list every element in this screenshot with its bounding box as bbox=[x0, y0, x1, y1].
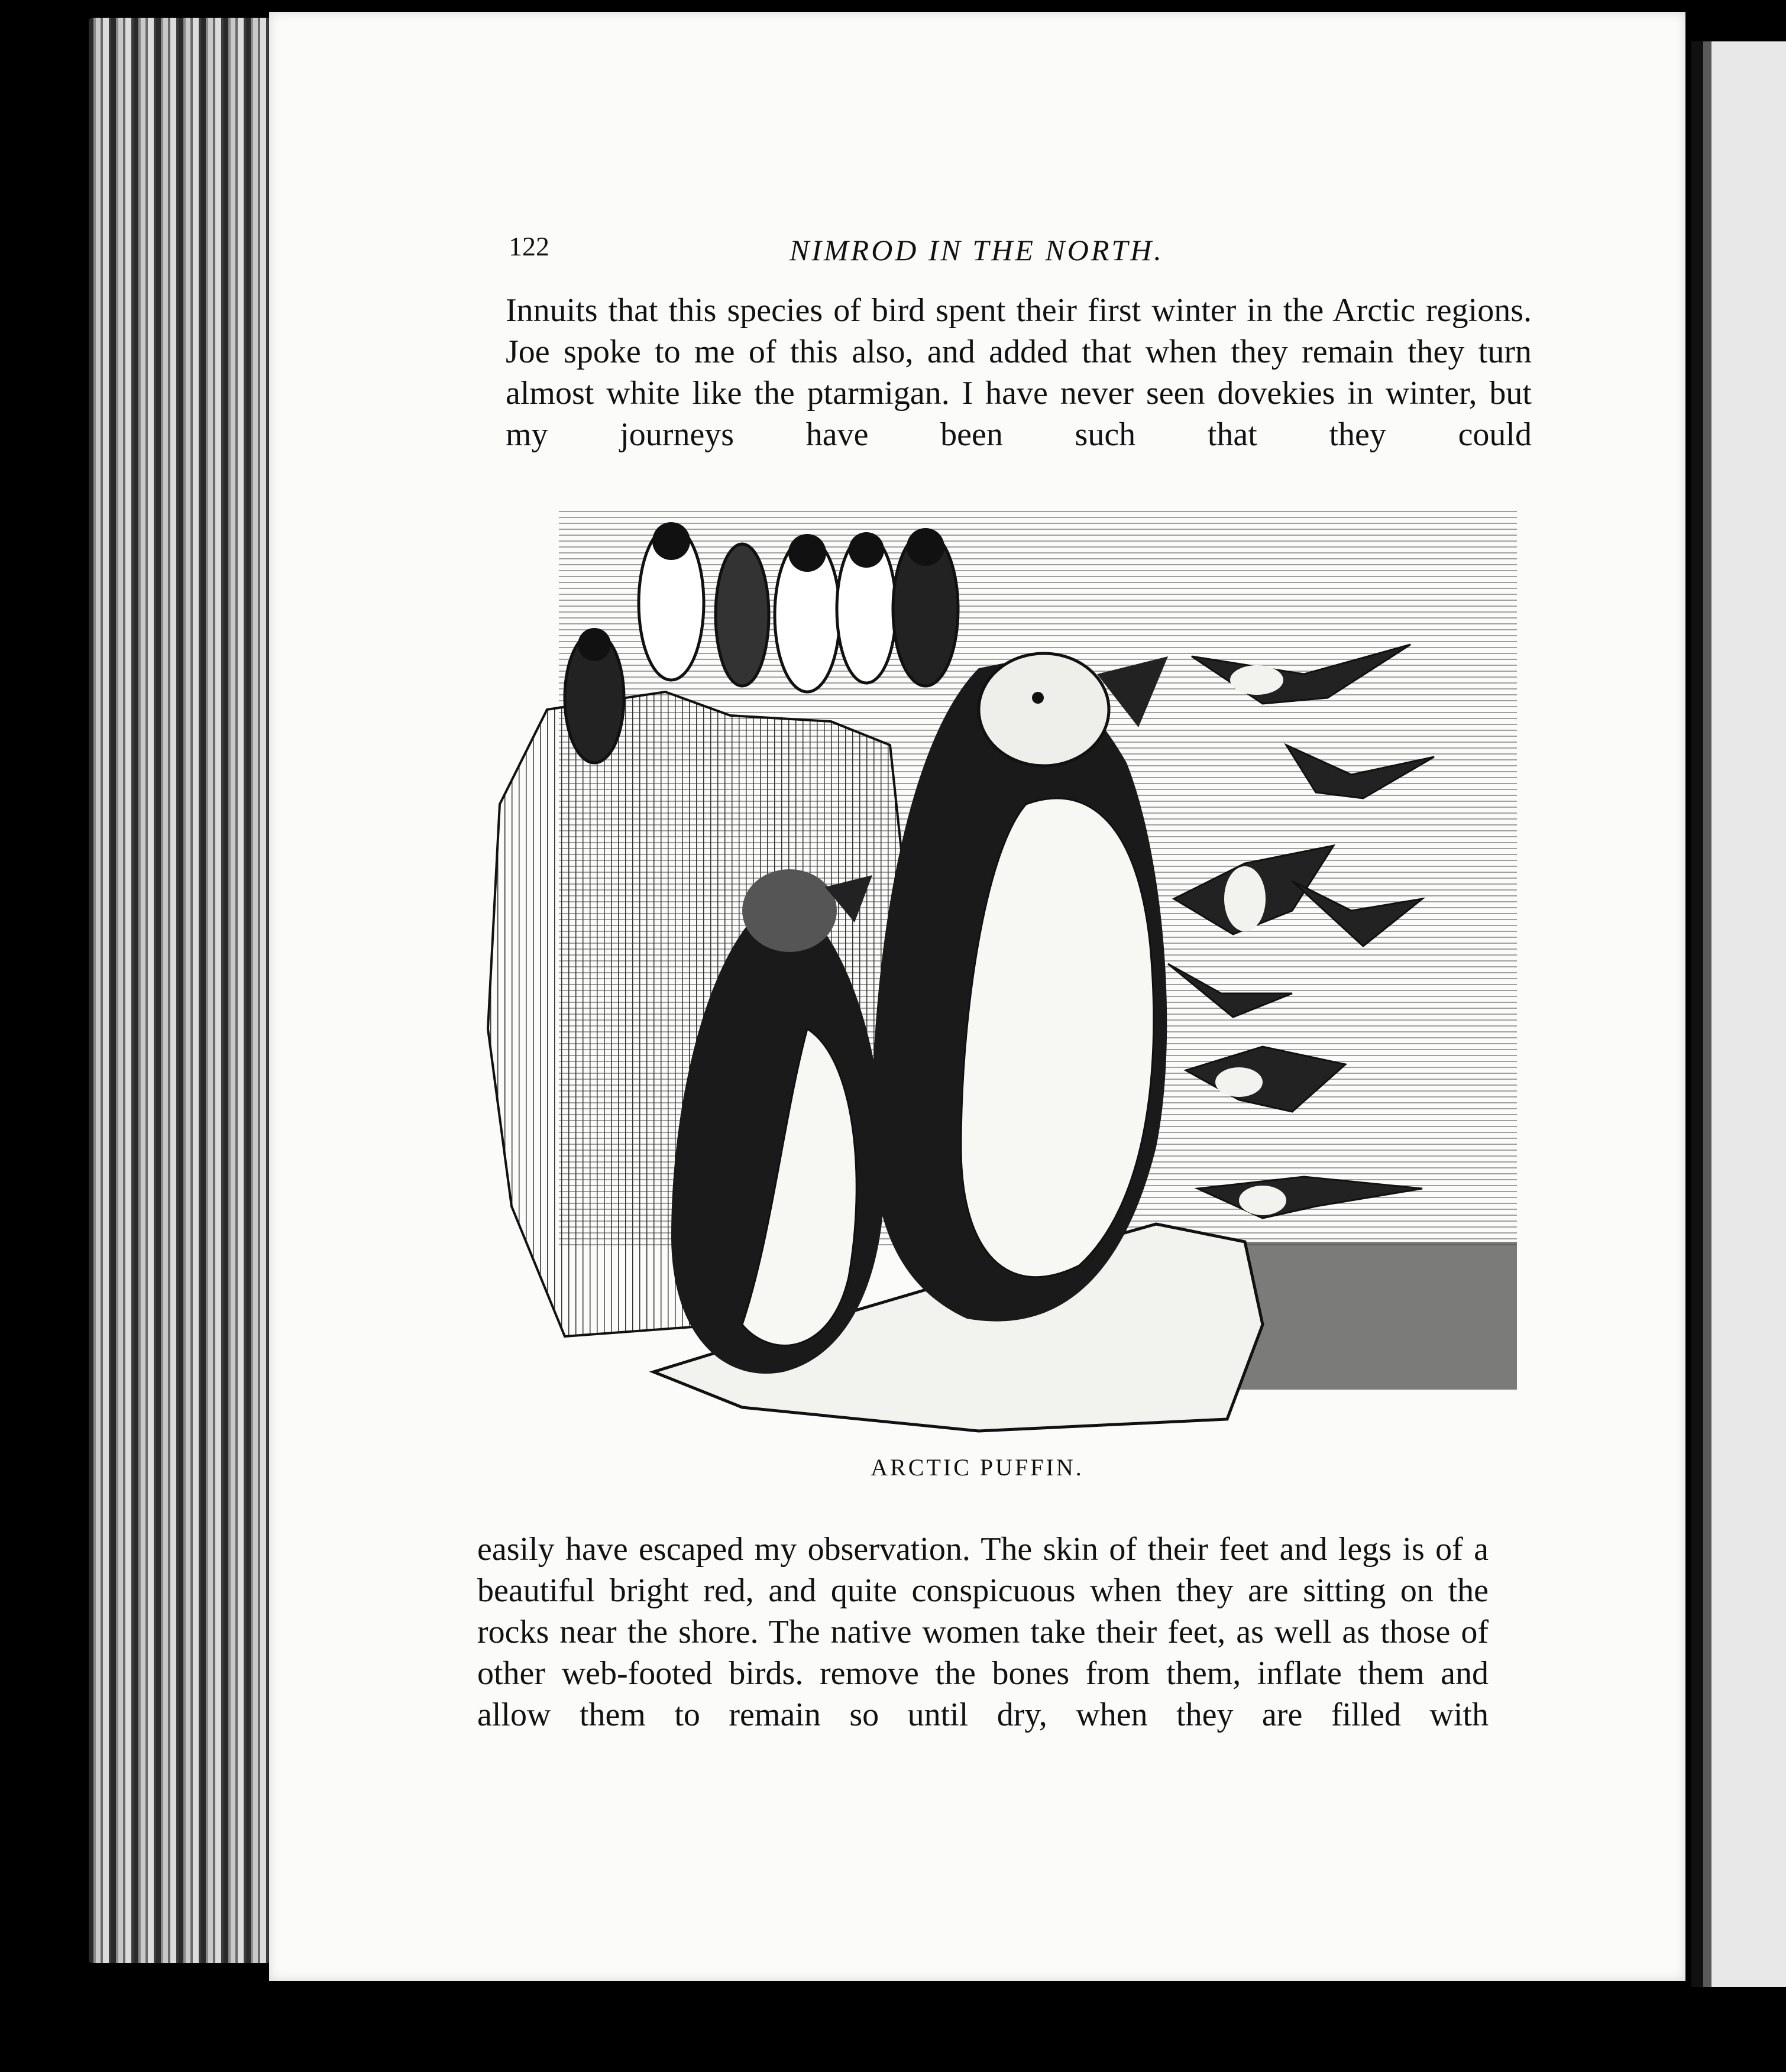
book-page-edges bbox=[89, 18, 272, 1963]
running-title: NIMROD IN THE NORTH. bbox=[790, 234, 1164, 267]
figure-caption: ARCTIC PUFFIN. bbox=[871, 1454, 1084, 1481]
facing-page-edge bbox=[1691, 41, 1786, 1987]
arctic-puffin-engraving bbox=[476, 497, 1544, 1443]
book-page bbox=[269, 12, 1685, 1981]
body-paragraph-top: Innuits that this species of bird spent their first winter in the Arctic regions. Joe spoke to me of this also, and added that when they remain they turn almost white like the ptarmigan. I have never seen dovekies in winter, but my journeys have been such that they could bbox=[506, 292, 1532, 453]
body-paragraph-bottom: easily have escaped my observation. The skin of their feet and legs is of a beautiful bright red, and quite conspicuous when they are sitting on the rocks near the shore. The native women take their feet, as well as those of other web-footed birds. remove the bones from them, inflate them and allow them to remain so until dry, when they are filled with bbox=[477, 1531, 1489, 1733]
page-number: 122 bbox=[509, 231, 549, 261]
running-head bbox=[269, 225, 1685, 272]
